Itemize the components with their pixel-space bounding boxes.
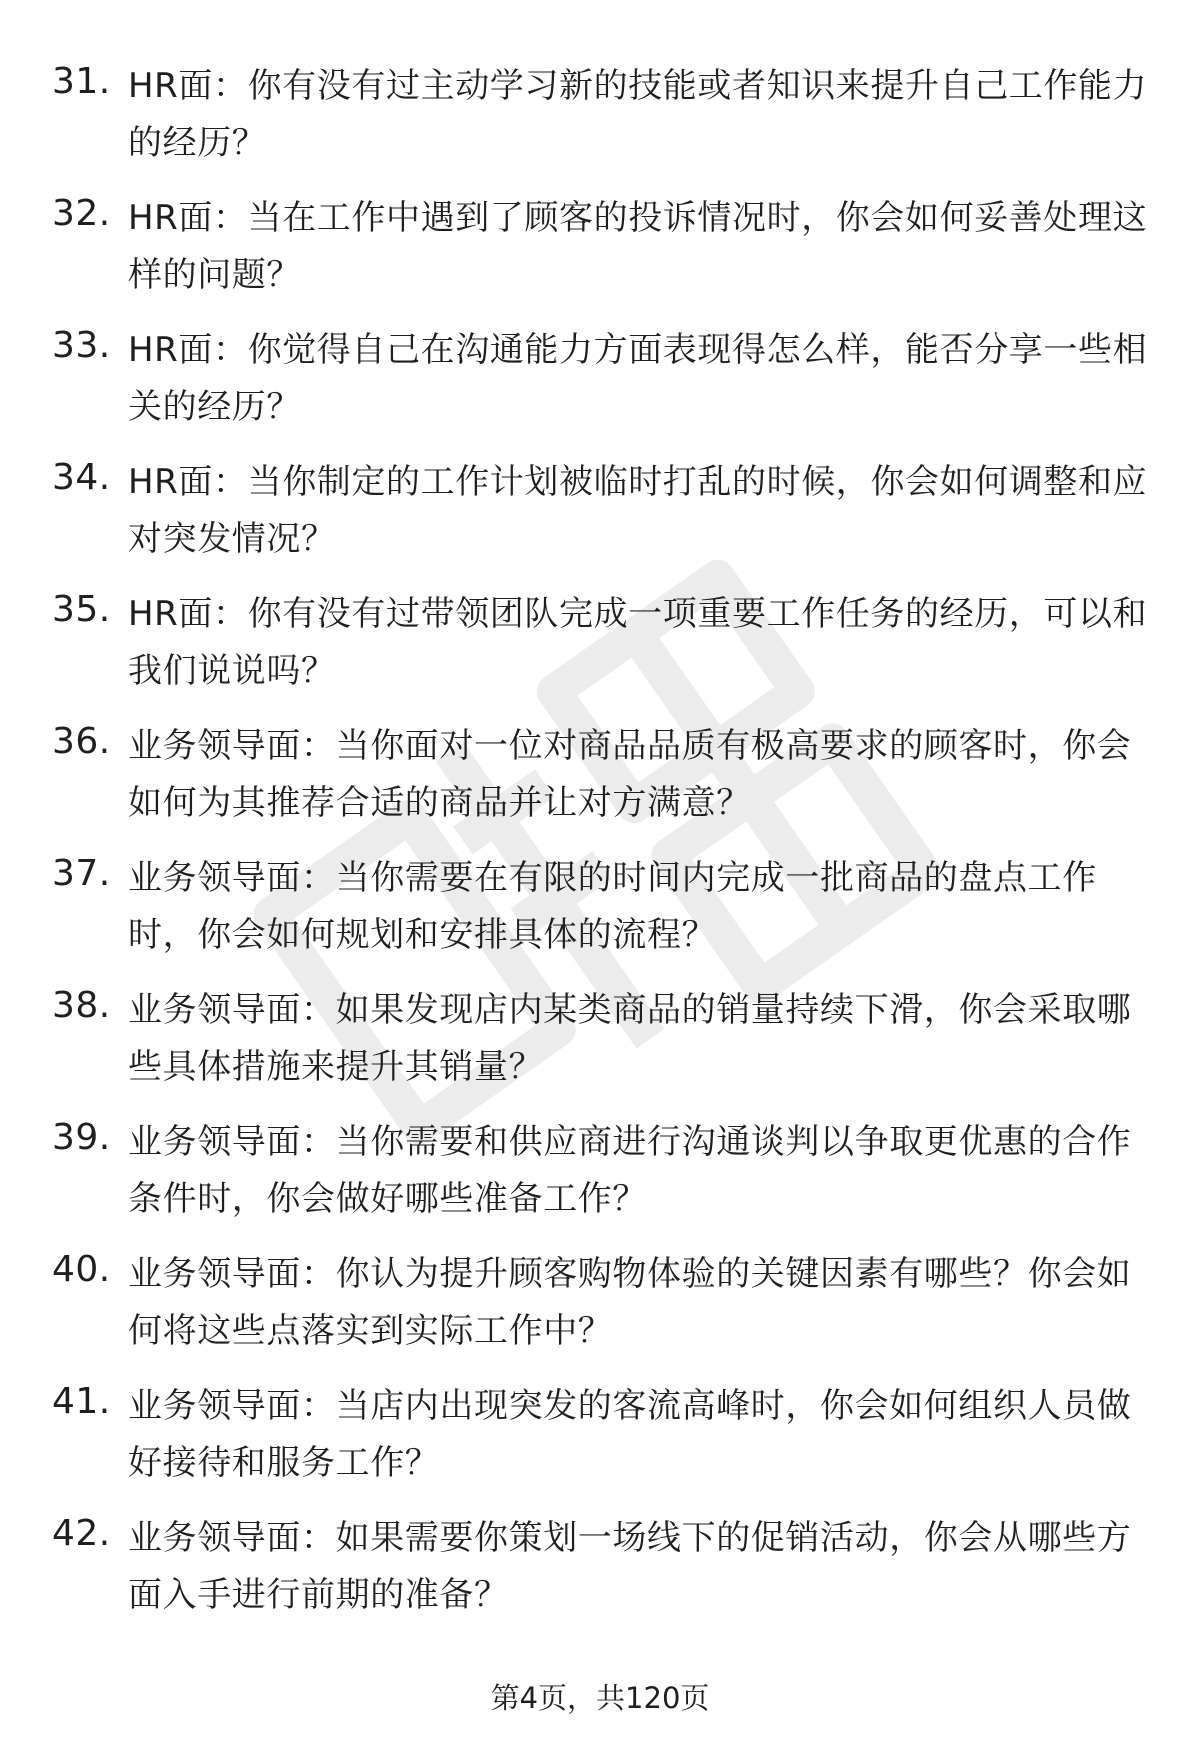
- question-number: 33.: [52, 325, 111, 366]
- question-text: 业务领导面：当店内出现突发的客流高峰时，你会如何组织人员做好接待和服务工作？: [128, 1386, 1132, 1483]
- question-text: 业务领导面：当你面对一位对商品品质有极高要求的顾客时，你会如何为其推荐合适的商品并让对方满意？: [128, 726, 1132, 823]
- question-text: HR面：当在工作中遇到了顾客的投诉情况时，你会如何妥善处理这样的问题？: [128, 198, 1148, 295]
- question-text: 业务领导面：你认为提升顾客购物体验的关键因素有哪些？你会如何将这些点落实到实际工作中？: [128, 1254, 1132, 1351]
- question-number: 41.: [52, 1381, 111, 1422]
- question-number: 42.: [52, 1513, 111, 1554]
- question-number: 34.: [52, 457, 111, 498]
- question-text: 业务领导面：当你需要在有限的时间内完成一批商品的盘点工作时，你会如何规划和安排具体的流程？: [128, 858, 1097, 955]
- list-item: [0, 184, 1200, 316]
- question-number: 38.: [52, 985, 111, 1026]
- question-text: HR面：你有没有过主动学习新的技能或者知识来提升自己工作能力的经历？: [128, 66, 1148, 163]
- list-item: [0, 844, 1200, 976]
- page-number-label: 第4页，共120页: [490, 1681, 710, 1715]
- list-item: [0, 976, 1200, 1108]
- list-item: [0, 1240, 1200, 1372]
- list-item: [0, 316, 1200, 448]
- list-item: [0, 1108, 1200, 1240]
- list-item: [0, 52, 1200, 184]
- page-footer: [0, 1678, 1200, 1718]
- question-number: 40.: [52, 1249, 111, 1290]
- question-number: 31.: [52, 61, 111, 102]
- question-number: 36.: [52, 721, 111, 762]
- question-text: 业务领导面：如果发现店内某类商品的销量持续下滑，你会采取哪些具体措施来提升其销量？: [128, 990, 1132, 1087]
- list-item: [0, 712, 1200, 844]
- question-number: 39.: [52, 1117, 111, 1158]
- list-item: [0, 1372, 1200, 1504]
- question-number: 32.: [52, 193, 111, 234]
- list-item: [0, 448, 1200, 580]
- list-item: [0, 1504, 1200, 1636]
- question-number: 37.: [52, 853, 111, 894]
- question-text: HR面：你觉得自己在沟通能力方面表现得怎么样，能否分享一些相关的经历？: [128, 330, 1148, 427]
- question-text: HR面：你有没有过带领团队完成一项重要工作任务的经历，可以和我们说说吗？: [128, 594, 1148, 691]
- question-text: 业务领导面：当你需要和供应商进行沟通谈判以争取更优惠的合作条件时，你会做好哪些准备工作？: [128, 1122, 1132, 1219]
- question-list: [0, 52, 1200, 1636]
- question-number: 35.: [52, 589, 111, 630]
- question-text: 业务领导面：如果需要你策划一场线下的促销活动，你会从哪些方面入手进行前期的准备？: [128, 1518, 1132, 1615]
- list-item: [0, 580, 1200, 712]
- question-text: HR面：当你制定的工作计划被临时打乱的时候，你会如何调整和应对突发情况？: [128, 462, 1148, 559]
